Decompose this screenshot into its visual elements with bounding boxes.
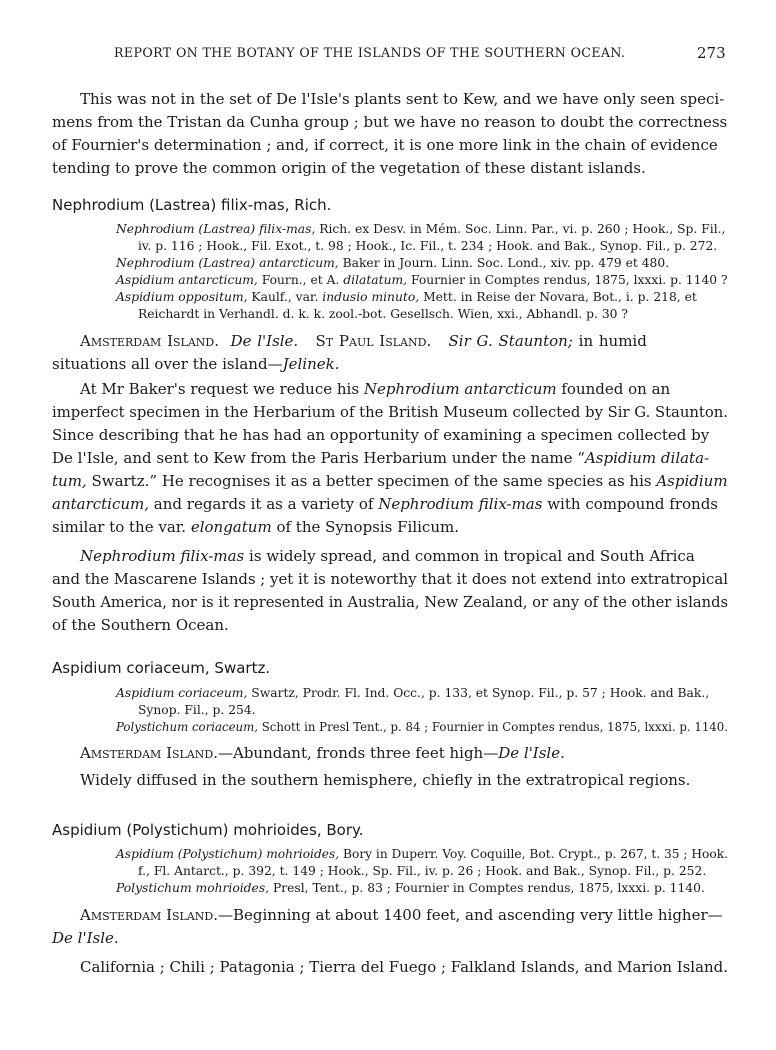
- species-heading-aspidium-mohrioides: Aspidium (Polystichum) mohrioides, Bory.: [52, 821, 364, 839]
- intro-line-2: mens from the Tristan da Cunha group ; but we have no reason to doubt the correctness: [52, 113, 728, 131]
- discussion-line-4: De l'Isle, and sent to Kew from the Paris Herbarium under the name “Aspidium dilata-: [52, 449, 710, 467]
- intro-line-3: of Fournier's determination ; and, if correct, it is one more link in the chain of evidence: [52, 136, 718, 154]
- page-number: 273: [697, 44, 726, 62]
- discussion-line-2: imperfect specimen in the Herbarium of the British Museum collected by Sir G. Staunton.: [52, 403, 729, 421]
- discussion-line-7: similar to the var. elongatum of the Synopsis Filicum.: [52, 518, 459, 536]
- synonym-line: Polystichum coriaceum, Schott in Presl Tent., p. 84 ; Fournier in Comptes rendus, 1875, lxxxi. p. 1140.: [116, 720, 728, 734]
- running-header: REPORT ON THE BOTANY OF THE ISLANDS OF THE SOUTHERN OCEAN.: [114, 45, 626, 60]
- locality-line-cont: De l'Isle.: [52, 929, 119, 947]
- distribution-line: California ; Chili ; Patagonia ; Tierra del Fuego ; Falkland Islands, and Marion Island.: [80, 958, 728, 976]
- discussion-line-1: At Mr Baker's request we reduce his Nephrodium antarcticum founded on an: [80, 380, 671, 398]
- discussion-line-5: tum, Swartz.” He recognises it as a better specimen of the same species as his Aspidium: [52, 472, 728, 490]
- locality-line: Amsterdam Island.—Abundant, fronds three feet high—De l'Isle.: [80, 744, 565, 762]
- discussion-line-3: Since describing that he has had an opportunity of examining a specimen collected by: [52, 426, 710, 444]
- distribution-line-1: Nephrodium filix-mas is widely spread, and common in tropical and South Africa: [80, 547, 695, 565]
- locality-line-cont: situations all over the island—Jelinek.: [52, 355, 340, 373]
- synonym-line: Aspidium antarcticum, Fourn., et A. dilatatum, Fournier in Comptes rendus, 1875, lxxxi. p. 1140 ?: [116, 273, 728, 287]
- species-heading-aspidium-coriaceum: Aspidium coriaceum, Swartz.: [52, 659, 271, 677]
- intro-line-4: tending to prove the common origin of the vegetation of these distant islands.: [52, 159, 646, 177]
- intro-line-1: This was not in the set of De l'Isle's plants sent to Kew, and we have only seen speci-: [80, 90, 725, 108]
- synonym-line-cont: iv. p. 116 ; Hook., Fil. Exot., t. 98 ; Hook., Ic. Fil., t. 234 ; Hook. and Bak., Synop. Fil., p. 272.: [138, 239, 718, 253]
- synonym-line: Polystichum mohrioides, Presl, Tent., p. 83 ; Fournier in Comptes rendus, 1875, lxxxi. p. 1140.: [116, 881, 705, 895]
- synonym-line: Aspidium coriaceum, Swartz, Prodr. Fl. Ind. Occ., p. 133, et Synop. Fil., p. 57 ; Hook. and Bak.,: [116, 686, 710, 700]
- distribution-line-2: and the Mascarene Islands ; yet it is noteworthy that it does not extend into extratropical: [52, 570, 728, 588]
- locality-line: Amsterdam Island. De l'Isle. St Paul Island. Sir G. Staunton; in humid: [80, 332, 647, 350]
- species-heading-nephrodium: Nephrodium (Lastrea) filix-mas, Rich.: [52, 196, 332, 214]
- synonym-line-cont: Reichardt in Verhandl. d. k. k. zool.-bot. Gesellsch. Wien, xxi., Abhandl. p. 30 ?: [138, 307, 628, 321]
- synonym-line-cont: f., Fl. Antarct., p. 392, t. 149 ; Hook., Sp. Fil., iv. p. 26 ; Hook. and Bak., Synop. Fil., p. 252.: [138, 864, 707, 878]
- synonym-line: Aspidium oppositum, Kaulf., var. indusio minuto, Mett. in Reise der Novara, Bot., i. p. 218, et: [116, 290, 697, 304]
- distribution-line-3: South America, nor is it represented in Australia, New Zealand, or any of the other islands: [52, 593, 729, 611]
- distribution-line: Widely diffused in the southern hemisphere, chiefly in the extratropical regions.: [80, 771, 691, 789]
- synonym-line: Aspidium (Polystichum) mohrioides, Bory in Duperr. Voy. Coquille, Bot. Crypt., p. 267, t. 35 ; Hook.: [116, 847, 729, 861]
- distribution-line-4: of the Southern Ocean.: [52, 616, 229, 634]
- synonym-line: Nephrodium (Lastrea) filix-mas, Rich. ex Desv. in Mém. Soc. Linn. Par., vi. p. 260 ; Hook., Sp. Fil.,: [116, 222, 726, 236]
- locality-line: Amsterdam Island.—Beginning at about 1400 feet, and ascending very little higher—: [80, 906, 723, 924]
- discussion-line-6: antarcticum, and regards it as a variety of Nephrodium filix-mas with compound fronds: [52, 495, 719, 513]
- synonym-line-cont: Synop. Fil., p. 254.: [138, 703, 256, 717]
- synonym-line: Nephrodium (Lastrea) antarcticum, Baker in Journ. Linn. Soc. Lond., xiv. pp. 479 et 480.: [116, 256, 670, 270]
